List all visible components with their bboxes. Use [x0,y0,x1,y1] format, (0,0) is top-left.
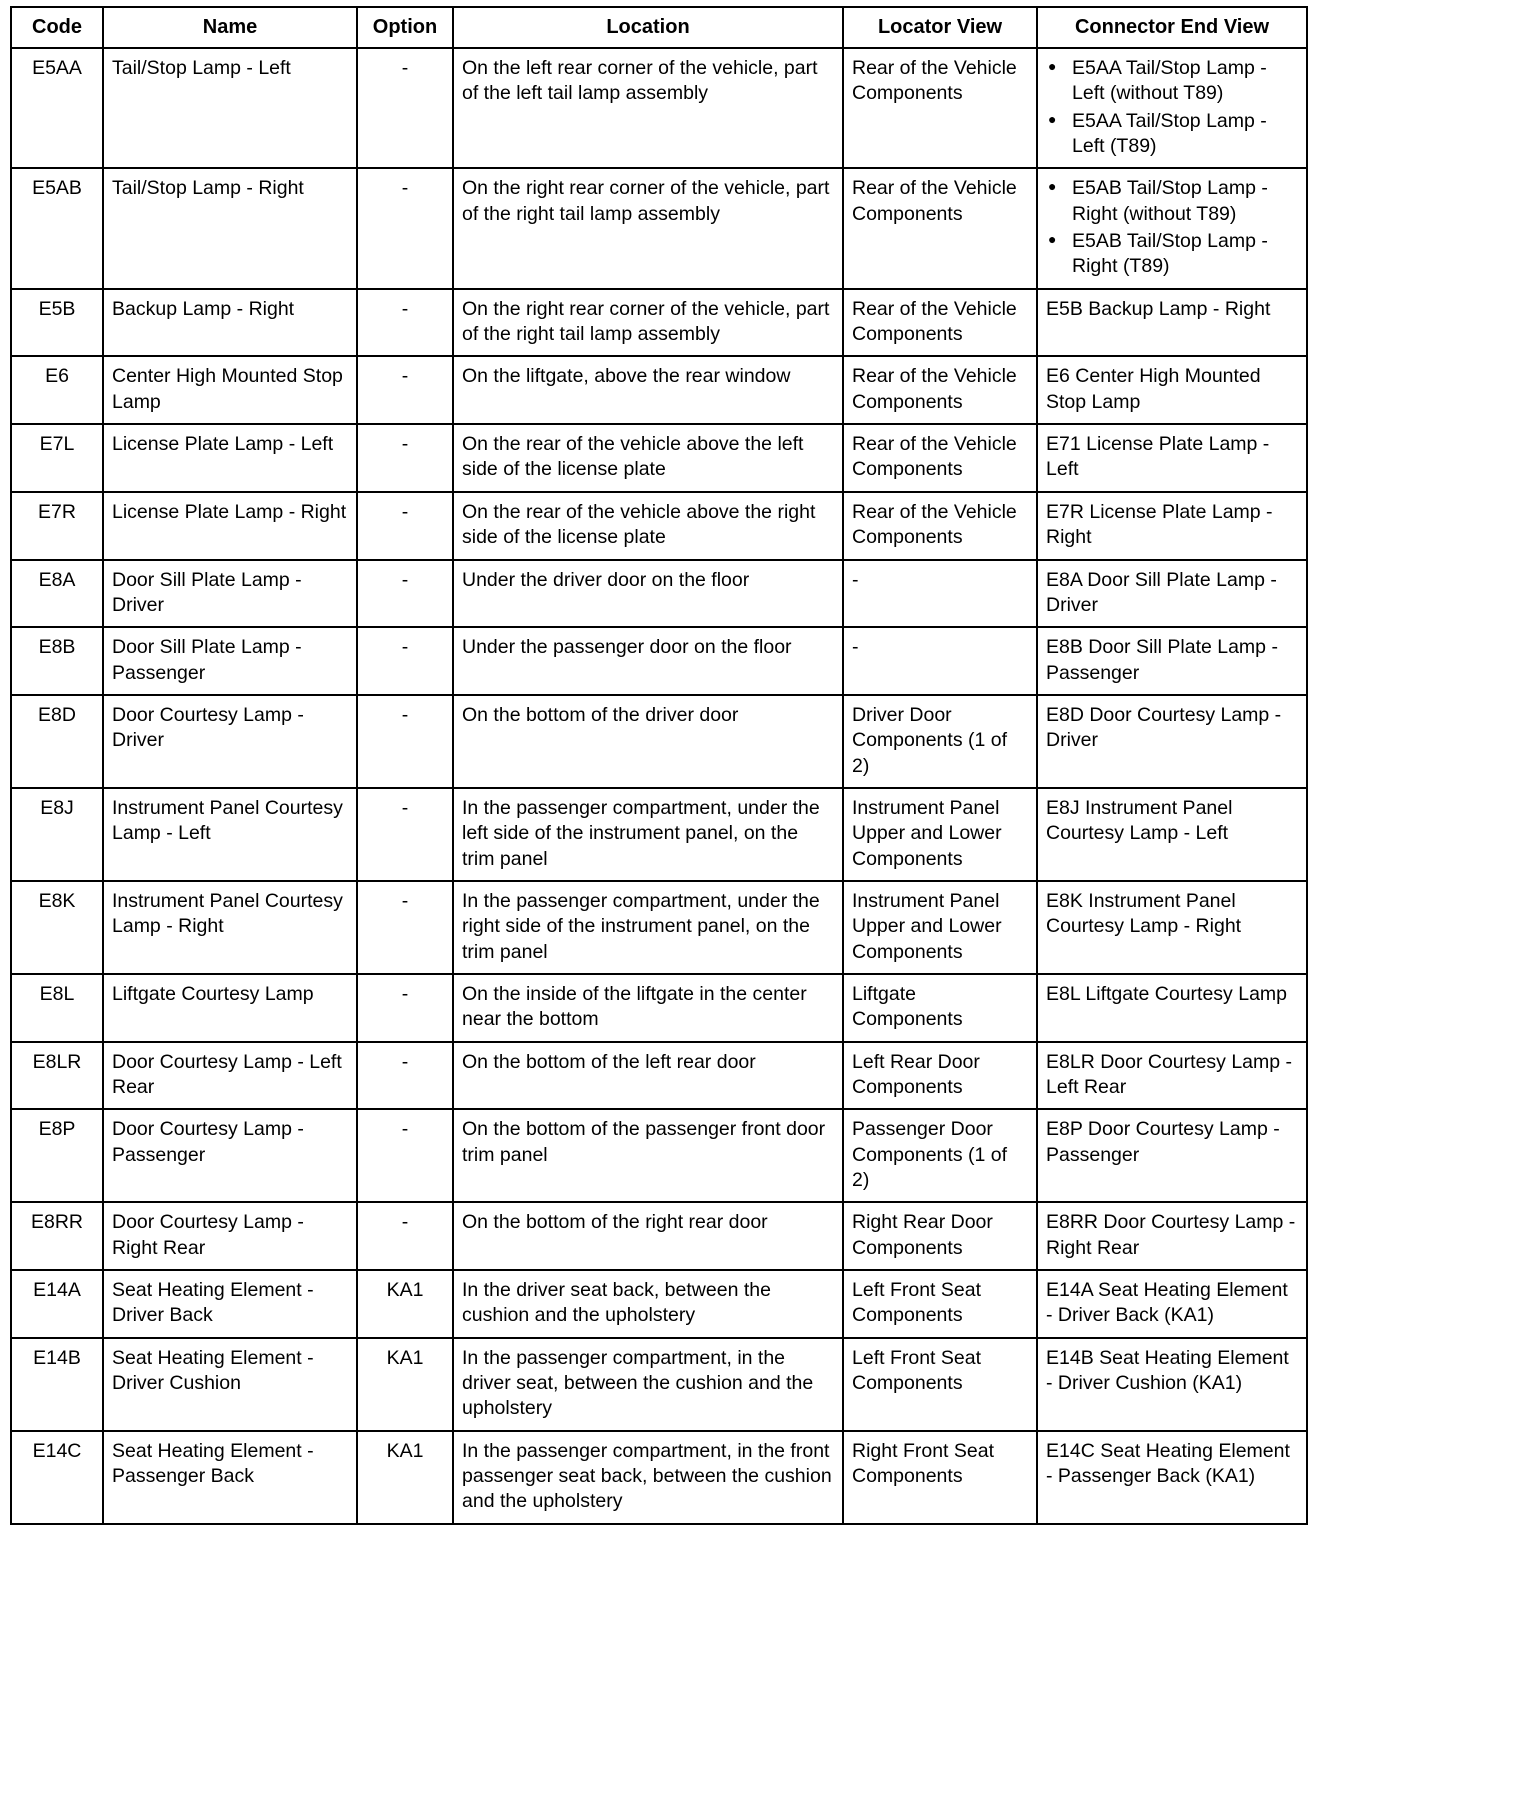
cell-locator-view: Left Front Seat Components [843,1270,1037,1338]
cell-name: Tail/Stop Lamp - Left [103,48,357,168]
cell-option: - [357,168,453,288]
cell-name: Door Courtesy Lamp - Left Rear [103,1042,357,1110]
cell-option: - [357,424,453,492]
cell-name: License Plate Lamp - Left [103,424,357,492]
table-row [11,492,1307,560]
cell-locator-view: Left Rear Door Components [843,1042,1037,1110]
table-row [11,695,1307,788]
cell-name: Center High Mounted Stop Lamp [103,356,357,424]
cell-connector-end-view: E8K Instrument Panel Courtesy Lamp - Right [1037,881,1307,974]
table-body [11,48,1307,1524]
cell-location: On the bottom of the driver door [453,695,843,788]
cell-option: - [357,627,453,695]
connector-bullet-item: ● E5AA Tail/Stop Lamp - Left (T89) [1046,109,1298,160]
table-row [11,560,1307,628]
cell-name: Liftgate Courtesy Lamp [103,974,357,1042]
cell-location: In the passenger compartment, under the right side of the instrument panel, on the trim panel [453,881,843,974]
cell-option: - [357,1202,453,1270]
column-header-code: Code [11,7,103,48]
table-row [11,788,1307,881]
cell-locator-view: Driver Door Components (1 of 2) [843,695,1037,788]
cell-locator-view: Liftgate Components [843,974,1037,1042]
connector-bullet-item: ● E5AA Tail/Stop Lamp - Left (without T89) [1046,56,1298,107]
cell-code: E8K [11,881,103,974]
cell-option: - [357,1042,453,1110]
cell-code: E14C [11,1431,103,1524]
cell-name: Tail/Stop Lamp - Right [103,168,357,288]
cell-locator-view: Instrument Panel Upper and Lower Components [843,881,1037,974]
table-row [11,627,1307,695]
cell-code: E5AA [11,48,103,168]
cell-option: KA1 [357,1270,453,1338]
cell-code: E5B [11,289,103,357]
cell-name: Instrument Panel Courtesy Lamp - Left [103,788,357,881]
cell-code: E8LR [11,1042,103,1110]
cell-locator-view: Passenger Door Components (1 of 2) [843,1109,1037,1202]
cell-code: E14B [11,1338,103,1431]
cell-code: E6 [11,356,103,424]
connector-bullet-item: ● E5AB Tail/Stop Lamp - Right (T89) [1046,229,1298,280]
cell-locator-view: Right Front Seat Components [843,1431,1037,1524]
connector-bullet-item: ● E5AB Tail/Stop Lamp - Right (without T89) [1046,176,1298,227]
cell-connector-end-view [1037,48,1307,168]
cell-connector-end-view: E14B Seat Heating Element - Driver Cushion (KA1) [1037,1338,1307,1431]
table-row [11,974,1307,1042]
cell-connector-end-view: E71 License Plate Lamp - Left [1037,424,1307,492]
cell-code: E8L [11,974,103,1042]
cell-locator-view: Rear of the Vehicle Components [843,168,1037,288]
connector-bullet-list [1046,176,1298,279]
table-row [11,1270,1307,1338]
cell-code: E14A [11,1270,103,1338]
cell-option: - [357,48,453,168]
cell-code: E8P [11,1109,103,1202]
column-header-option: Option [357,7,453,48]
cell-code: E8J [11,788,103,881]
table-row [11,356,1307,424]
cell-name: Seat Heating Element - Driver Back [103,1270,357,1338]
cell-connector-end-view: E8D Door Courtesy Lamp - Driver [1037,695,1307,788]
cell-locator-view: Left Front Seat Components [843,1338,1037,1431]
table-row [11,1202,1307,1270]
cell-connector-end-view: E8A Door Sill Plate Lamp - Driver [1037,560,1307,628]
cell-name: Door Courtesy Lamp - Passenger [103,1109,357,1202]
cell-locator-view: Right Rear Door Components [843,1202,1037,1270]
cell-locator-view: Rear of the Vehicle Components [843,492,1037,560]
cell-option: - [357,1109,453,1202]
cell-option: - [357,289,453,357]
cell-location: On the inside of the liftgate in the center near the bottom [453,974,843,1042]
cell-option: - [357,974,453,1042]
cell-location: On the right rear corner of the vehicle, part of the right tail lamp assembly [453,168,843,288]
cell-connector-end-view: E8L Liftgate Courtesy Lamp [1037,974,1307,1042]
cell-option: - [357,356,453,424]
table-row [11,881,1307,974]
cell-location: On the rear of the vehicle above the right side of the license plate [453,492,843,560]
cell-option: KA1 [357,1431,453,1524]
cell-locator-view: Instrument Panel Upper and Lower Components [843,788,1037,881]
cell-location: In the passenger compartment, under the left side of the instrument panel, on the trim panel [453,788,843,881]
cell-code: E7R [11,492,103,560]
cell-connector-end-view: E5B Backup Lamp - Right [1037,289,1307,357]
cell-code: E8D [11,695,103,788]
cell-locator-view: Rear of the Vehicle Components [843,48,1037,168]
cell-location: On the left rear corner of the vehicle, part of the left tail lamp assembly [453,48,843,168]
cell-code: E8B [11,627,103,695]
cell-option: - [357,881,453,974]
cell-code: E5AB [11,168,103,288]
cell-connector-end-view: E7R License Plate Lamp - Right [1037,492,1307,560]
table-row [11,424,1307,492]
cell-code: E7L [11,424,103,492]
cell-option: - [357,788,453,881]
column-header-name: Name [103,7,357,48]
cell-connector-end-view: E8LR Door Courtesy Lamp - Left Rear [1037,1042,1307,1110]
cell-connector-end-view: E6 Center High Mounted Stop Lamp [1037,356,1307,424]
cell-location: On the bottom of the right rear door [453,1202,843,1270]
cell-locator-view: Rear of the Vehicle Components [843,356,1037,424]
column-header-locator-view: Locator View [843,7,1037,48]
cell-name: Seat Heating Element - Passenger Back [103,1431,357,1524]
column-header-connector-end-view: Connector End View [1037,7,1307,48]
cell-connector-end-view: E14C Seat Heating Element - Passenger Back (KA1) [1037,1431,1307,1524]
cell-connector-end-view: E8P Door Courtesy Lamp - Passenger [1037,1109,1307,1202]
table-row [11,289,1307,357]
column-header-location: Location [453,7,843,48]
cell-name: Seat Heating Element - Driver Cushion [103,1338,357,1431]
cell-connector-end-view [1037,168,1307,288]
cell-option: - [357,560,453,628]
cell-locator-view: Rear of the Vehicle Components [843,289,1037,357]
cell-option: - [357,492,453,560]
cell-name: Door Sill Plate Lamp - Driver [103,560,357,628]
cell-code: E8RR [11,1202,103,1270]
cell-location: Under the driver door on the floor [453,560,843,628]
cell-location: In the driver seat back, between the cushion and the upholstery [453,1270,843,1338]
cell-connector-end-view: E14A Seat Heating Element - Driver Back (KA1) [1037,1270,1307,1338]
cell-location: On the bottom of the passenger front door trim panel [453,1109,843,1202]
cell-location: In the passenger compartment, in the front passenger seat back, between the cushion and the upholstery [453,1431,843,1524]
cell-name: Door Courtesy Lamp - Right Rear [103,1202,357,1270]
table-row [11,1338,1307,1431]
cell-connector-end-view: E8J Instrument Panel Courtesy Lamp - Left [1037,788,1307,881]
cell-name: Backup Lamp - Right [103,289,357,357]
cell-option: - [357,695,453,788]
table-row [11,1042,1307,1110]
cell-name: Door Courtesy Lamp - Driver [103,695,357,788]
table-row [11,48,1307,168]
cell-locator-view: - [843,560,1037,628]
cell-location: On the liftgate, above the rear window [453,356,843,424]
cell-locator-view: - [843,627,1037,695]
cell-locator-view: Rear of the Vehicle Components [843,424,1037,492]
cell-location: Under the passenger door on the floor [453,627,843,695]
table-row [11,168,1307,288]
connector-bullet-list [1046,56,1298,159]
cell-name: Door Sill Plate Lamp - Passenger [103,627,357,695]
table-header-row [11,7,1307,48]
cell-location: On the bottom of the left rear door [453,1042,843,1110]
cell-connector-end-view: E8RR Door Courtesy Lamp - Right Rear [1037,1202,1307,1270]
table-row [11,1431,1307,1524]
cell-connector-end-view: E8B Door Sill Plate Lamp - Passenger [1037,627,1307,695]
cell-option: KA1 [357,1338,453,1431]
cell-location: In the passenger compartment, in the driver seat, between the cushion and the upholstery [453,1338,843,1431]
table-row [11,1109,1307,1202]
cell-location: On the rear of the vehicle above the left side of the license plate [453,424,843,492]
cell-name: Instrument Panel Courtesy Lamp - Right [103,881,357,974]
cell-name: License Plate Lamp - Right [103,492,357,560]
component-location-table [10,6,1308,1525]
cell-location: On the right rear corner of the vehicle, part of the right tail lamp assembly [453,289,843,357]
cell-code: E8A [11,560,103,628]
